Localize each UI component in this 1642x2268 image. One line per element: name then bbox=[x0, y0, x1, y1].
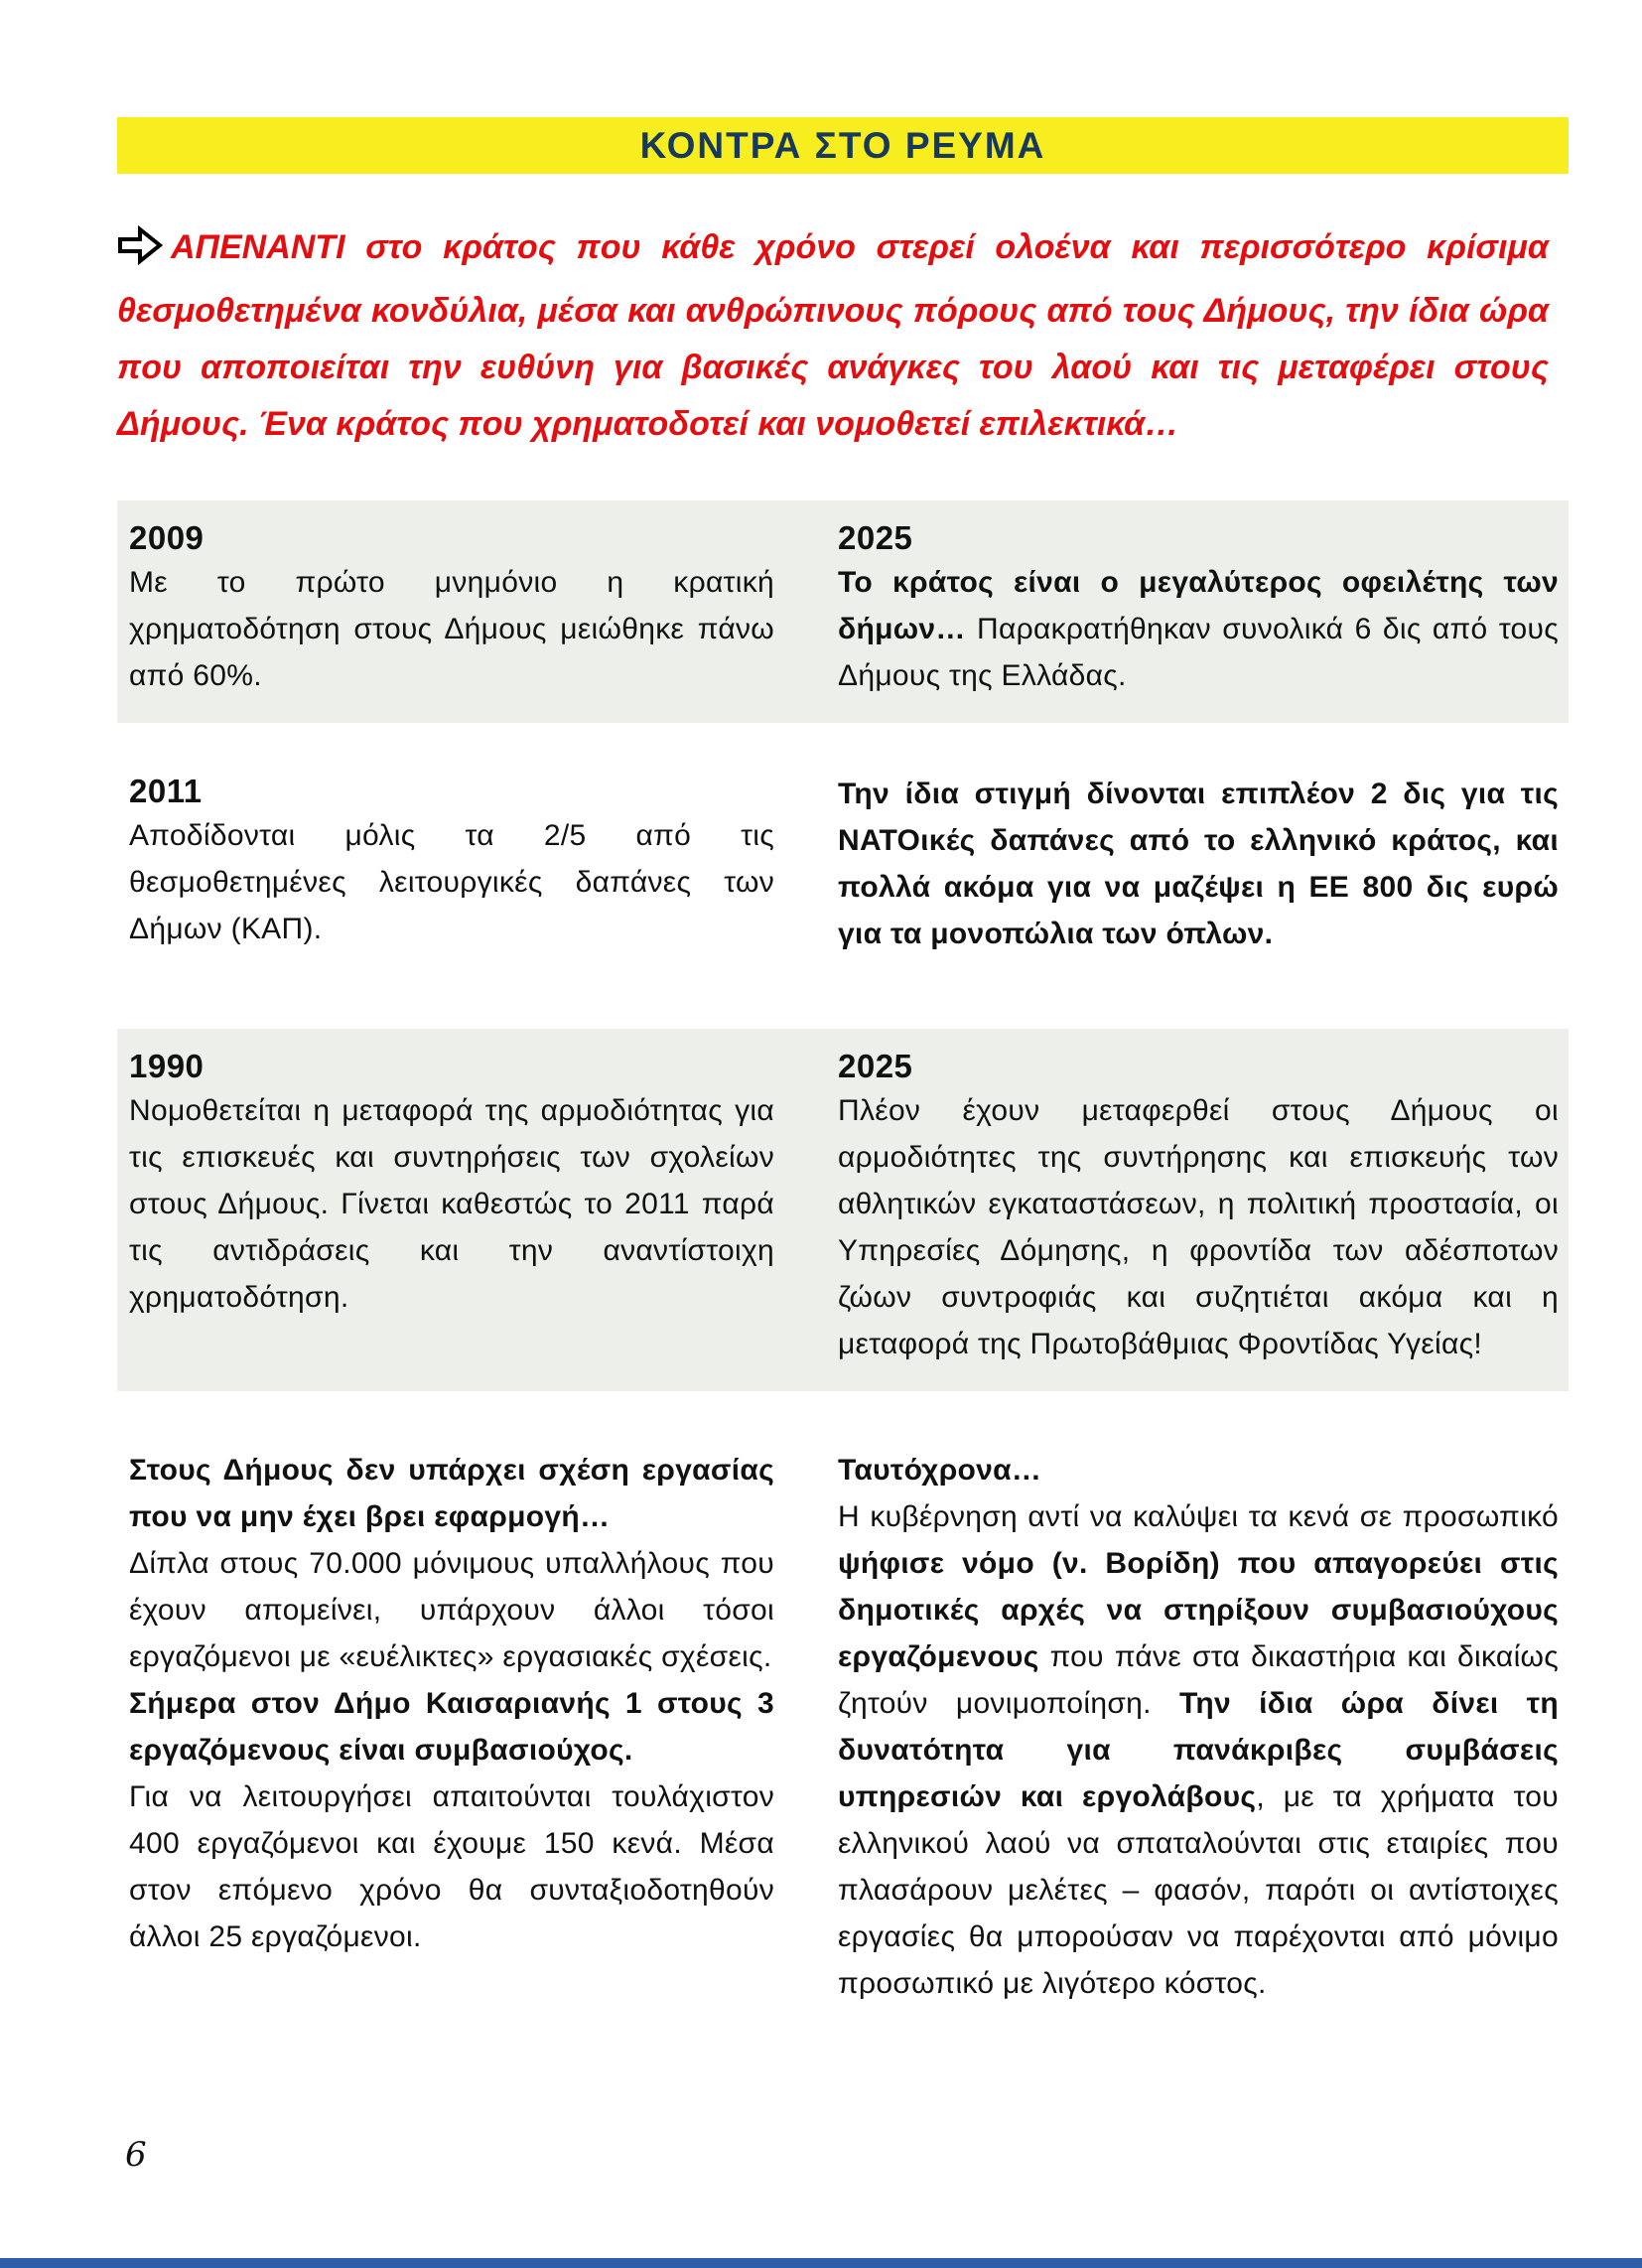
timeline-row-1 bbox=[117, 500, 1569, 723]
timeline-cell-2009 bbox=[117, 517, 838, 699]
cell-body: Πλέον έχουν μεταφερθεί στους Δήμους οι αρμοδιότητες της συντήρησης και επισκευής των αθλητικών εγκαταστάσεων, η πολιτική προστασία, οι Υπηρεσίες Δόμησης, η φροντίδα των αδέσποτων ζώων συντροφιάς και συζητιέται ακόμα και η μεταφορά της Πρωτοβάθμιας Φροντίδας Υγείας! bbox=[838, 1094, 1559, 1360]
year-heading: 2011 bbox=[129, 773, 203, 809]
cell-body: Ταυτόχρονα… Η κυβέρνηση αντί να καλύψει τα κενά σε προσωπικό ψήφισε νόμο (ν. Βορίδη) που απαγορεύει στις δημοτικές αρχές να στηρίξουν συμβασιούχους εργαζόμενους που πάνε στα δικαστήρια και δικαίως ζητούν μονιμοποίηση. Την ίδια ώρα δίνει τη δυνατότητα για πανάκριβες συμβάσεις υπηρεσιών και εργολάβους, με τα χρήματα του ελληνικού λαού να σπαταλούνται στις εταιρίες που πλασάρουν μελέτες – φασόν, παρότι οι αντίστοιχες εργασίες θα μπορούσαν να παρέχονται από μόνιμο προσωπικό με λιγότερο κόστος. bbox=[838, 1454, 1560, 2000]
year-heading: 2009 bbox=[129, 519, 205, 556]
timeline-cell-1990 bbox=[117, 1046, 838, 1367]
timeline-cell-2025-transfers bbox=[838, 1046, 1569, 1367]
timeline-cell-2025-debt bbox=[838, 517, 1569, 699]
timeline-row-3 bbox=[117, 1029, 1569, 1391]
page-number: 6 bbox=[125, 2135, 147, 2175]
timeline-cell-simultaneously bbox=[838, 1447, 1569, 2007]
cell-body: Αποδίδονται μόλις τα 2/5 από τις θεσμοθετημένες λειτουργικές δαπάνες των Δήμων (ΚΑΠ). bbox=[129, 819, 774, 945]
cell-body: Νομοθετείται η μεταφορά της αρμοδιότητας για τις επισκευές και συντηρήσεις των σχολείων στους Δήμους. Γίνεται καθεστώς το 2011 παρά τις αντιδράσεις και την αναντίστοιχη χρηματοδότηση. bbox=[129, 1094, 774, 1314]
section-banner bbox=[117, 117, 1569, 174]
cell-body: Την ίδια στιγμή δίνονται επιπλέον 2 δις για τις ΝΑΤΟικές δαπάνες από το ελληνικό κράτος, και πολλά ακόμα για να μαζέψει η ΕΕ 800 δις ευρώ για τα μονοπώλια των όπλων. bbox=[838, 778, 1559, 950]
cell-body: Το κράτος είναι ο μεγαλύτερος οφειλέτης των δήμων… Παρακρατήθηκαν συνολικά 6 δις από τους Δήμους της Ελλάδας. bbox=[838, 566, 1559, 692]
timeline-cell-2011 bbox=[117, 771, 838, 957]
timeline-row-2 bbox=[117, 771, 1569, 957]
year-heading: 2025 bbox=[838, 1048, 913, 1084]
timeline-cell-nato-spending bbox=[838, 771, 1569, 957]
section-title: ΚΟΝΤΡΑ ΣΤΟ ΡΕΥΜΑ bbox=[639, 124, 1046, 166]
arrow-right-icon bbox=[117, 225, 163, 283]
intro-text: ΑΠΕΝΑΝΤΙ στο κράτος που κάθε χρόνο στερεί ολοένα και περισσότερο κρίσιμα θεσμοθετημένα κονδύλια, μέσα και ανθρώπινους πόρους από τους Δήμους, την ίδια ώρα που αποποιείται την ευθύνη για βασικές ανάγκες του λαού και τις μεταφέρει στους Δήμους. Ένα κράτος που χρηματοδοτεί και νομοθετεί επιλεκτικά… bbox=[117, 228, 1549, 443]
intro-paragraph bbox=[117, 219, 1549, 453]
year-heading: 1990 bbox=[129, 1048, 205, 1084]
timeline-cell-employment bbox=[117, 1447, 838, 2007]
timeline-row-4 bbox=[117, 1447, 1569, 2007]
cell-body: Με το πρώτο μνημόνιο η κρατική χρηματοδότηση στους Δήμους μειώθηκε πάνω από 60%. bbox=[129, 566, 774, 692]
year-heading: 2025 bbox=[838, 519, 913, 556]
page-edge-bar bbox=[0, 2258, 1642, 2268]
cell-body: Στους Δήμους δεν υπάρχει σχέση εργασίας που να μην έχει βρει εφαρμογή… Δίπλα στους 70.000 μόνιμους υπαλλήλους που έχουν απομείνει, υπάρχουν άλλοι τόσοι εργαζόμενοι με «ευέλικτες» εργασιακές σχέσεις. Σήμερα στον Δήμο Καισαριανής 1 στους 3 εργαζόμενους είναι συμβασιούχος. Για να λειτουργήσει απαιτούνται τουλάχιστον 400 εργαζόμενοι και έχουμε 150 κενά. Μέσα στον επόμενο χρόνο θα συνταξιοδοτηθούν άλλοι 25 εργαζόμενοι. bbox=[129, 1454, 774, 1953]
